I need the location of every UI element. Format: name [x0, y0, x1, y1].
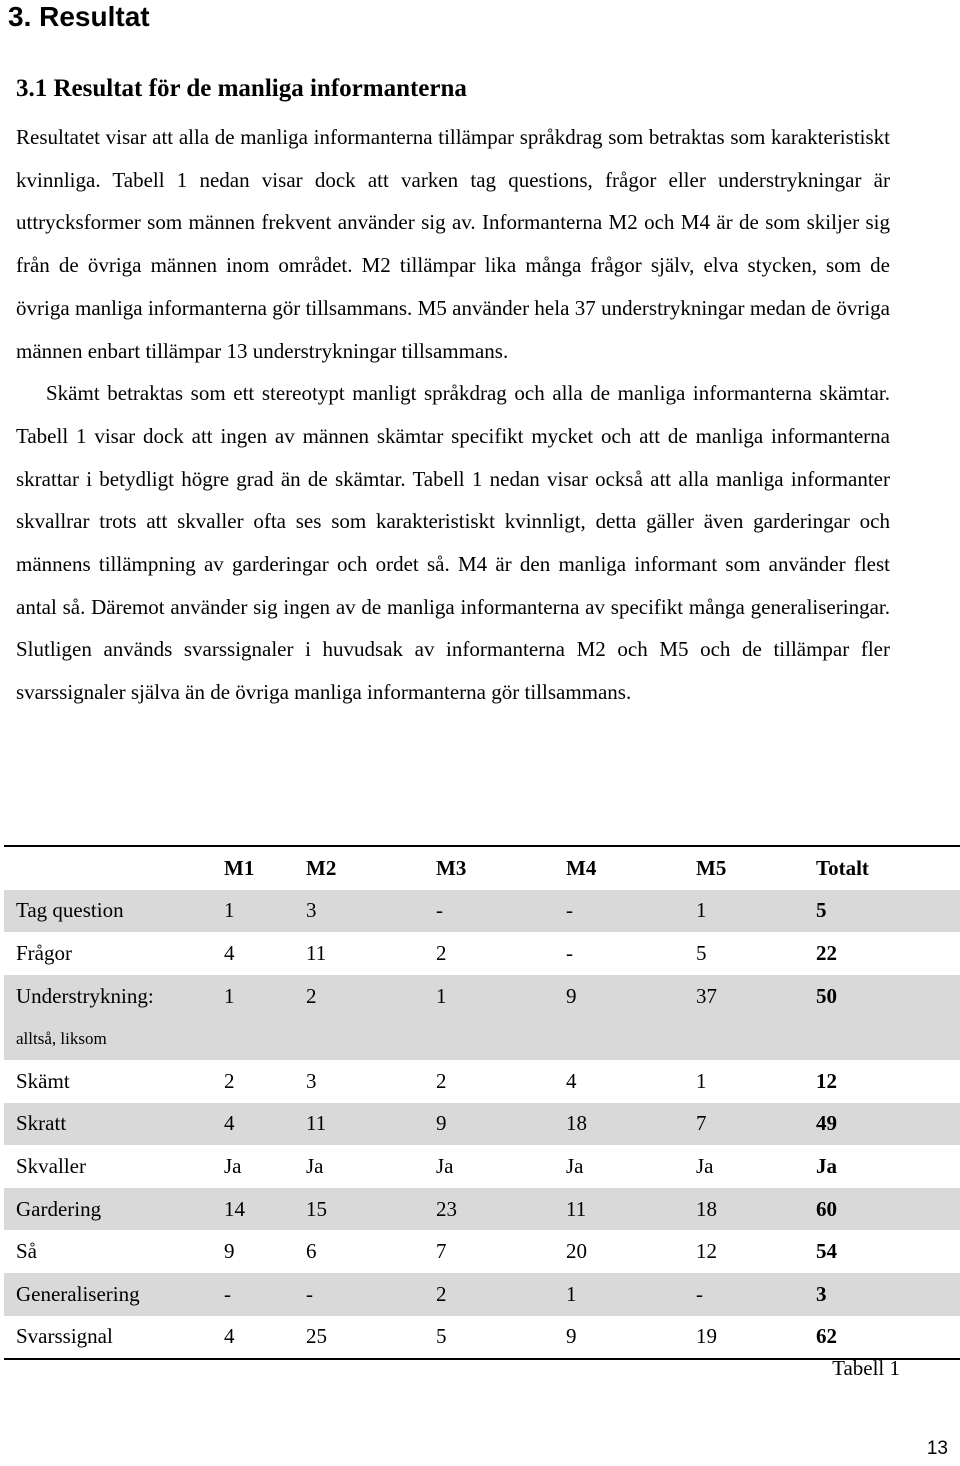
table-cell: 9	[554, 975, 684, 1018]
total-cell: Ja	[816, 1153, 837, 1178]
table-cell: 9	[224, 1239, 235, 1264]
row-label: Generalisering	[4, 1273, 212, 1316]
table-cell: -	[294, 1273, 424, 1316]
table-cell: 1	[696, 1068, 707, 1093]
total-cell: 12	[816, 1068, 837, 1093]
table-header-cell: M2	[294, 846, 424, 890]
table-row	[4, 1273, 960, 1316]
body-text	[16, 116, 890, 714]
table-cell: Ja	[224, 1153, 242, 1178]
table-cell: 14	[212, 1188, 294, 1231]
table-cell: -	[424, 890, 554, 933]
results-table	[4, 845, 960, 1360]
total-cell: 22	[816, 940, 837, 965]
table-row	[4, 1230, 960, 1273]
total-cell: 60	[804, 1188, 960, 1231]
table-cell: 3	[294, 890, 424, 933]
table-cell: 1	[424, 975, 554, 1018]
table-cell: 2	[424, 1273, 554, 1316]
table-row	[4, 1103, 960, 1146]
table-cell: 9	[566, 1324, 577, 1349]
table-cell: 5	[696, 940, 707, 965]
row-label: Svarssignal	[16, 1324, 113, 1349]
table-cell: Ja	[566, 1153, 584, 1178]
table-cell: 4	[224, 1324, 235, 1349]
table-cell: 3	[306, 1068, 317, 1093]
table-cell: 7	[436, 1239, 447, 1264]
table-cell	[212, 1017, 294, 1060]
table-cell: 11	[294, 1103, 424, 1146]
paragraph-2: Skämt betraktas som ett stereotypt manligt språkdrag och alla de manliga informanterna skämtar. Tabell 1 visar dock att ingen av männen skämtar specifikt mycket och att de manliga informanterna skrattar i betydligt högre grad än de skämtar. Tabell 1 nedan visar också att alla manliga informanter skvallrar trots att skvaller ofta ses som karakteristiskt kvinnligt, detta gäller även garderingar och männens tillämpning av garderingar och ordet så. M4 är den manliga informant som använder flest antal så. Däremot använder sig ingen av de manliga informanterna av specifikt många generaliseringar. Slutligen används svarssignaler i huvudsak av informanterna M2 och M5 och de tillämpar fler svarssignaler själva än de övriga manliga informanterna gör tillsammans.	[16, 381, 890, 705]
table-cell: 2	[294, 975, 424, 1018]
table-cell: 4	[224, 940, 235, 965]
table-cell: 2	[436, 1068, 447, 1093]
table-cell: 11	[306, 940, 327, 965]
table-cell: 4	[212, 1103, 294, 1146]
table-cell: -	[566, 940, 573, 965]
row-label: Skvaller	[16, 1153, 86, 1178]
row-label: Skratt	[4, 1103, 212, 1146]
table-cell	[294, 1017, 424, 1060]
table-cell: 9	[424, 1103, 554, 1146]
table-cell: 5	[436, 1324, 447, 1349]
table-header-cell: M3	[424, 846, 554, 890]
table-cell: 15	[294, 1188, 424, 1231]
table-row	[4, 975, 960, 1018]
table-cell: 37	[684, 975, 804, 1018]
table-cell: 2	[224, 1068, 235, 1093]
table-header-cell	[4, 846, 212, 890]
table-cell: -	[684, 1273, 804, 1316]
table-cell: 25	[306, 1324, 327, 1349]
table-row	[4, 1060, 960, 1103]
table-cell: 6	[306, 1239, 317, 1264]
total-cell: 49	[804, 1103, 960, 1146]
total-cell: 54	[816, 1239, 837, 1264]
table-cell: 1	[212, 890, 294, 933]
table-cell: 4	[566, 1068, 577, 1093]
table-cell	[684, 1017, 804, 1060]
table-cell: 12	[696, 1239, 717, 1264]
table-header-cell: Totalt	[804, 846, 960, 890]
section-heading: 3. Resultat	[8, 1, 150, 32]
table-cell: 2	[436, 940, 447, 965]
table-cell: 1	[554, 1273, 684, 1316]
table-cell: Ja	[436, 1153, 454, 1178]
table-row	[4, 890, 960, 933]
row-label: Tag question	[4, 890, 212, 933]
table-header-row	[4, 846, 960, 890]
table-caption: Tabell 1	[832, 1356, 900, 1380]
table-row	[4, 1017, 960, 1060]
table-cell: 7	[684, 1103, 804, 1146]
total-cell: 50	[804, 975, 960, 1018]
table-row	[4, 1145, 960, 1188]
table-row	[4, 1316, 960, 1360]
table-cell: 18	[684, 1188, 804, 1231]
subsection-heading: 3.1 Resultat för de manliga informanterna	[16, 75, 467, 102]
table-cell: 1	[684, 890, 804, 933]
table-cell: 23	[424, 1188, 554, 1231]
row-label: alltså, liksom	[4, 1017, 212, 1060]
total-cell: 62	[816, 1324, 837, 1349]
row-label: Gardering	[4, 1188, 212, 1231]
total-cell	[804, 1017, 960, 1060]
row-label: Frågor	[16, 940, 72, 965]
table-cell: 20	[566, 1239, 587, 1264]
table-header-cell: M4	[554, 846, 684, 890]
table-cell: Ja	[306, 1153, 324, 1178]
table-cell: 18	[554, 1103, 684, 1146]
total-cell: 3	[804, 1273, 960, 1316]
paragraph-1: Resultatet visar att alla de manliga informanterna tillämpar språkdrag som betraktas som karakteristiskt kvinnliga. Tabell 1 nedan visar dock att varken tag questions, frågor eller understrykningar är uttrycksformer som männen frekvent använder sig av. Informanterna M2 och M4 är de som skiljer sig från de övriga männen inom området. M2 tillämpar lika många frågor själv, elva stycken, som de övriga manliga informanterna gör tillsammans. M5 använder hela 37 understrykningar medan de övriga männen enbart tillämpar 13 understrykningar tillsammans.	[16, 125, 890, 363]
table-row	[4, 1188, 960, 1231]
table-cell: 19	[696, 1324, 717, 1349]
table-header-cell: M1	[212, 846, 294, 890]
row-label: Understrykning:	[4, 975, 212, 1018]
row-label: Skämt	[16, 1068, 70, 1093]
table-cell: -	[212, 1273, 294, 1316]
table-cell: 1	[212, 975, 294, 1018]
table-row	[4, 932, 960, 975]
table-cell	[424, 1017, 554, 1060]
table-cell: Ja	[696, 1153, 714, 1178]
table-body	[4, 890, 960, 1360]
total-cell: 5	[804, 890, 960, 933]
table-cell: 11	[554, 1188, 684, 1231]
table-cell	[554, 1017, 684, 1060]
row-label: Så	[16, 1239, 37, 1264]
page-number: 13	[926, 1438, 948, 1459]
table-header-cell: M5	[684, 846, 804, 890]
table-cell: -	[554, 890, 684, 933]
